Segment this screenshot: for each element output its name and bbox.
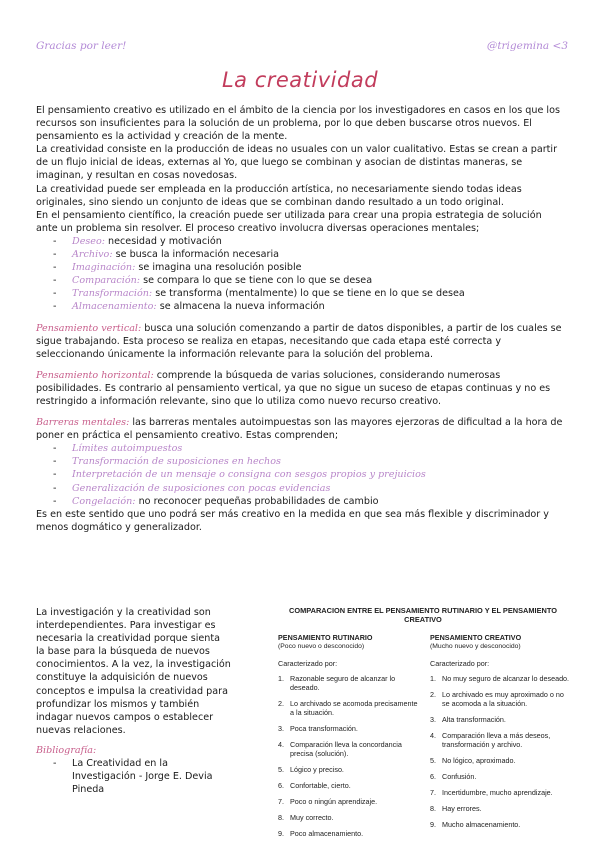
table-row <box>430 674 570 683</box>
item-text: Comparación lleva a más deseos, transformación y archivo. <box>442 731 551 749</box>
list-item <box>53 300 566 313</box>
bottom-section <box>36 606 570 838</box>
item-number: 1. <box>278 674 284 683</box>
item-text: Lógico y preciso. <box>290 765 344 774</box>
bibliography-list <box>53 757 231 796</box>
table-row <box>278 765 418 774</box>
research-column <box>36 606 231 796</box>
item-number: 2. <box>278 699 284 708</box>
item-text: Mucho almacenamiento. <box>442 820 521 829</box>
page-title: La creatividad <box>221 68 379 92</box>
item-text: Razonable seguro de alcanzar lo deseado. <box>290 674 396 692</box>
barrier-label: Congelación: <box>72 495 136 507</box>
item-text: Confusión. <box>442 772 477 781</box>
table-row <box>430 820 570 829</box>
barriers-list <box>53 442 566 507</box>
item-text: No lógico, aproximado. <box>442 756 516 765</box>
horizontal-thinking <box>36 369 566 408</box>
table-row <box>430 804 570 813</box>
routine-column <box>278 633 418 845</box>
item-number: 7. <box>430 788 436 797</box>
column-heading: PENSAMIENTO CREATIVO <box>430 633 522 642</box>
item-text: Muy correcto. <box>290 813 334 822</box>
table-row <box>278 781 418 790</box>
table-row <box>430 772 570 781</box>
item-text: No muy seguro de alcanzar lo deseado. <box>442 674 570 683</box>
item-text: Comparación lleva la concordancia precisa (solución). <box>290 740 402 758</box>
intro-paragraph: La creatividad puede ser empleada en la producción artística, no necesariamente siendo todas ideas originales, sino siendo un conjunto de ideas que se combinan dando resultado a un todo original. <box>36 183 522 208</box>
list-item <box>53 235 566 248</box>
item-number: 5. <box>430 756 436 765</box>
term-label: Bibliografía: <box>36 744 97 756</box>
item-text: Lo archivado se acomoda precisamente a la situación. <box>290 699 418 717</box>
column-subheading: (Poco nuevo o desconocido) <box>278 643 365 650</box>
list-item <box>53 261 566 274</box>
intro-paragraph: El pensamiento creativo es utilizado en el ámbito de la ciencia por los investigadores en casos en los que los recursos son insuficientes para la solución de un problema, por lo que deben buscarse otros nuevos. El pensamiento es la actividad y creación de la mente. <box>36 105 560 143</box>
item-number: 8. <box>430 804 436 813</box>
term-text: necesidad y motivación <box>104 235 222 247</box>
intro-paragraph: La creatividad consiste en la producción de ideas no usuales con un valor cualitativo. Estas se crean a partir de un flujo inicial de ideas, externas al Yo, que luego se combinan y asocian de distintas maneras, se imaginan, y resultan en cosas novedosas. <box>36 144 558 182</box>
term-label: Imaginación: <box>72 262 136 274</box>
term-label: Deseo: <box>72 235 105 247</box>
term-text: busca una solución comenzando a partir de datos disponibles, a partir de los cuales se sigue trabajando. Esta proceso se realiza en etapas, necesitando que cada etapa esté correcta y seleccionando únicamente la información relevante para la solución del problema. <box>36 322 562 360</box>
term-text: las barreras mentales autoimpuestas son las mayores ejerzoras de dificultad a la hora de poner en práctica el pensamiento creativo. Estas comprenden; <box>36 417 563 442</box>
item-text: Lo archivado es muy aproximado o no se acomoda a la situación. <box>442 690 564 708</box>
item-text: Incertidumbre, mucho aprendizaje. <box>442 788 553 797</box>
operations-list <box>53 235 566 314</box>
list-item <box>53 248 566 261</box>
mental-barriers <box>36 416 566 442</box>
table-row <box>430 756 570 765</box>
comparison-table <box>278 606 570 838</box>
item-number: 2. <box>430 690 436 699</box>
term-label: Comparación: <box>72 275 141 287</box>
table-row <box>278 829 418 838</box>
item-number: 8. <box>278 813 284 822</box>
list-item <box>53 482 566 495</box>
list-item <box>53 274 566 287</box>
vertical-thinking <box>36 322 566 361</box>
list-item <box>53 287 566 300</box>
item-text: Poco o ningún aprendizaje. <box>290 797 378 806</box>
characterized-label: Caracterizado por: <box>278 659 338 668</box>
term-label: Archivo: <box>72 249 113 261</box>
list-item <box>53 442 566 455</box>
item-text: Confortable, cierto. <box>290 781 351 790</box>
term-text: se compara lo que se tiene con lo que se desea <box>140 275 373 287</box>
item-number: 1. <box>430 674 436 683</box>
table-row <box>430 788 570 797</box>
table-row <box>430 731 570 749</box>
item-number: 3. <box>430 715 436 724</box>
term-label: Barreras mentales: <box>36 417 130 429</box>
main-text <box>36 104 566 534</box>
table-row <box>278 797 418 806</box>
conclusion-paragraph: Es en este sentido que uno podrá ser más creativo en la medida en que sea más flexible y discriminador y menos dogmático y generalizador. <box>36 508 549 533</box>
item-number: 5. <box>278 765 284 774</box>
item-number: 9. <box>278 829 284 838</box>
item-number: 7. <box>278 797 284 806</box>
term-text: no reconocer pequeñas probabilidades de cambio <box>135 495 379 507</box>
item-number: 3. <box>278 724 284 733</box>
table-row <box>430 690 570 708</box>
term-label: Almacenamiento: <box>72 301 157 313</box>
table-row <box>278 699 418 717</box>
table-title: COMPARACION ENTRE EL PENSAMIENTO RUTINARIO Y EL PENSAMIENTO CREATIVO <box>288 606 557 624</box>
column-subheading: (Mucho nuevo y desconocido) <box>430 643 521 650</box>
term-label: Transformación: <box>72 288 153 300</box>
item-text: Hay errores. <box>442 804 482 813</box>
term-text: se imagina una resolución posible <box>135 262 302 274</box>
term-text: se transforma (mentalmente) lo que se tiene en lo que se desea <box>152 288 465 300</box>
list-item <box>53 495 566 508</box>
column-heading: PENSAMIENTO RUTINARIO <box>278 633 373 642</box>
barrier-label: Transformación de suposiciones en hechos <box>72 456 281 468</box>
term-label: Pensamiento vertical: <box>36 322 142 334</box>
table-row <box>278 724 418 733</box>
table-row <box>278 740 418 758</box>
item-number: 6. <box>430 772 436 781</box>
item-text: Alta transformación. <box>442 715 506 724</box>
author-handle: @trigemina <3 <box>486 40 568 52</box>
barrier-label: Generalización de suposiciones con pocas evidencias <box>72 482 331 494</box>
creative-column <box>430 633 570 836</box>
term-text: comprende la búsqueda de varias soluciones, considerando numerosas posibilidades. Es contrario al pensamiento vertical, ya que no sigue un suceso de etapas continuas y no es restringido a información relevante, sino que lo utiliza como nuevo recurso creativo. <box>36 369 551 407</box>
research-paragraph: La investigación y la creatividad son interdependientes. Para investigar es necesaria la creatividad porque sienta la base para la búsqueda de nuevos conocimientos. A la vez, la investigación constituye la adquisición de nuevos conceptos e impulsa la creatividad para profundizar los mismos y también indagar nuevos campos o establecer nuevas relaciones. <box>36 607 231 736</box>
table-columns <box>278 633 570 838</box>
barrier-label: Interpretación de un mensaje o consigna con sesgos propios y prejuicios <box>72 469 426 481</box>
item-text: Poco almacenamiento. <box>290 829 364 838</box>
bibliography-heading <box>36 744 231 757</box>
list-item <box>53 468 566 481</box>
characterized-label: Caracterizado por: <box>430 659 490 668</box>
table-row <box>278 674 418 692</box>
term-label: Pensamiento horizontal: <box>36 369 154 381</box>
intro-paragraph: En el pensamiento científico, la creación puede ser utilizada para crear una propia estrategia de solución ante un problema sin resolver. El proceso creativo involucra diversas operaciones mentales; <box>36 209 542 234</box>
item-number: 4. <box>278 740 284 749</box>
list-item <box>53 455 566 468</box>
item-number: 9. <box>430 820 436 829</box>
item-number: 6. <box>278 781 284 790</box>
list-item: - La Creatividad en la Investigación - Jorge E. Devia Pineda <box>53 757 231 796</box>
footer-note-left: Gracias por leer! <box>36 40 127 52</box>
item-text: Poca transformación. <box>290 724 358 733</box>
item-number: 4. <box>430 731 436 740</box>
table-row <box>278 813 418 822</box>
term-text: se almacena la nueva información <box>156 301 325 313</box>
barrier-label: Límites autoimpuestos <box>72 443 183 455</box>
term-text: se busca la información necesaria <box>112 249 280 261</box>
table-row <box>430 715 570 724</box>
